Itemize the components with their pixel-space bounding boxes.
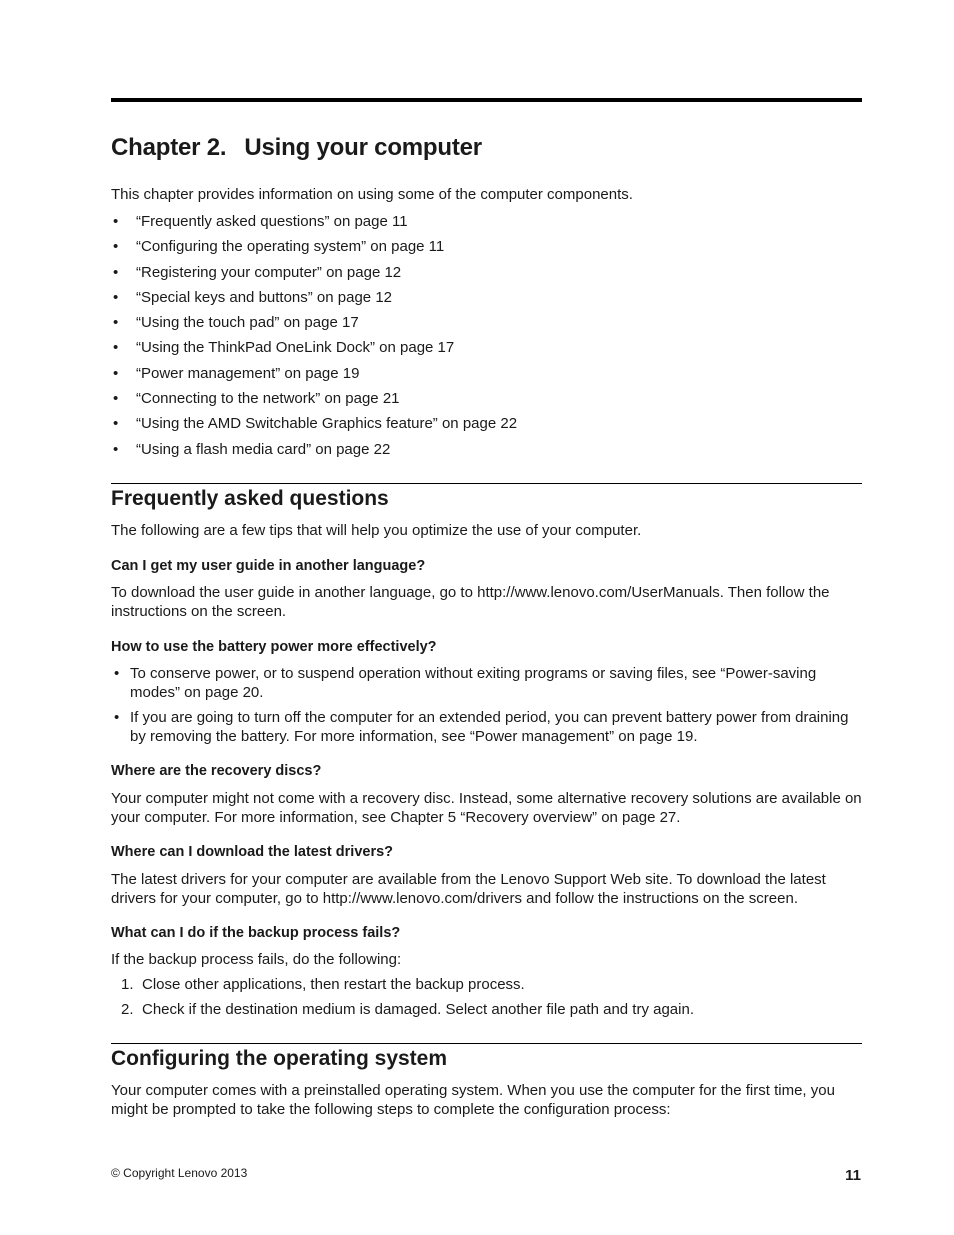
toc-item-flash-media[interactable]: • “Using a flash media card” on page 22 xyxy=(111,440,517,465)
faq-answer-drivers: The latest drivers for your computer are available from the Lenovo Support Web site. To download the latest drivers for your computer, go to http://www.lenovo.com/drivers and follow the instructions on the screen. xyxy=(111,871,826,907)
toc-item-faq[interactable]: • “Frequently asked questions” on page 11 xyxy=(111,212,517,237)
chapter-intro: This chapter provides information on using some of the computer components. xyxy=(111,186,633,203)
faq-heading: Frequently asked questions xyxy=(111,487,389,510)
toc-item-network[interactable]: • “Connecting to the network” on page 21 xyxy=(111,389,517,414)
copyright-notice: © Copyright Lenovo 2013 xyxy=(111,1166,248,1180)
toc-item-configuring-os[interactable]: • “Configuring the operating system” on page 11 xyxy=(111,237,517,262)
chapter-title xyxy=(111,134,482,162)
faq-question-backup: What can I do if the backup process fails? xyxy=(111,925,401,941)
step-number: 1. xyxy=(121,976,134,993)
toc-item-registering[interactable]: • “Registering your computer” on page 12 xyxy=(111,263,517,288)
toc-item-power-management[interactable]: • “Power management” on page 19 xyxy=(111,364,517,389)
faq-question-battery: How to use the battery power more effectively? xyxy=(111,639,437,655)
config-heading: Configuring the operating system xyxy=(111,1047,448,1070)
toc-item-touch-pad[interactable]: • “Using the touch pad” on page 17 xyxy=(111,313,517,338)
faq-answer-recovery: Your computer might not come with a recovery disc. Instead, some alternative recovery solutions are available on your computer. For more information, see Chapter 5 “Recovery overview” on page 27. xyxy=(111,790,862,826)
faq-answer-backup-intro: If the backup process fails, do the following: xyxy=(111,951,402,968)
backup-steps-list xyxy=(111,975,862,1025)
battery-tip: • To conserve power, or to suspend operation without exiting programs or saving files, see “Power-saving modes” on page 20. xyxy=(111,664,862,702)
faq-answer-language: To download the user guide in another language, go to http://www.lenovo.com/UserManuals. Then follow the instructions on the screen. xyxy=(111,584,830,620)
toc-item-special-keys[interactable]: • “Special keys and buttons” on page 12 xyxy=(111,288,517,313)
chapter-number: Chapter 2. xyxy=(111,134,227,161)
faq-question-drivers: Where can I download the latest drivers? xyxy=(111,844,394,860)
faq-question-recovery: Where are the recovery discs? xyxy=(111,763,322,779)
chapter-title-text: Using your computer xyxy=(244,134,482,161)
section-rule-faq xyxy=(111,483,862,484)
step-text: Check if the destination medium is damaged. Select another file path and try again. xyxy=(142,1001,694,1018)
toc-item-switchable-graphics[interactable]: • “Using the AMD Switchable Graphics feature” on page 22 xyxy=(111,414,517,439)
faq-question-language: Can I get my user guide in another language? xyxy=(111,558,426,574)
config-intro: Your computer comes with a preinstalled operating system. When you use the computer for the first time, you might be prompted to take the following steps to complete the configuration process: xyxy=(111,1082,835,1118)
backup-step xyxy=(111,1000,862,1025)
battery-tips-list xyxy=(111,664,862,752)
chapter-contents-list xyxy=(111,212,517,465)
backup-step xyxy=(111,975,862,1000)
step-number: 2. xyxy=(121,1001,134,1018)
toc-item-onelink-dock[interactable]: • “Using the ThinkPad OneLink Dock” on page 17 xyxy=(111,338,517,363)
chapter-top-rule xyxy=(111,98,862,102)
faq-intro: The following are a few tips that will help you optimize the use of your computer. xyxy=(111,522,642,539)
step-text: Close other applications, then restart the backup process. xyxy=(142,976,525,993)
battery-tip: • If you are going to turn off the computer for an extended period, you can prevent battery power from draining by removing the battery. For more information, see “Power management” on page 19. xyxy=(111,708,862,746)
section-rule-config xyxy=(111,1043,862,1044)
page-number: 11 xyxy=(845,1167,861,1184)
